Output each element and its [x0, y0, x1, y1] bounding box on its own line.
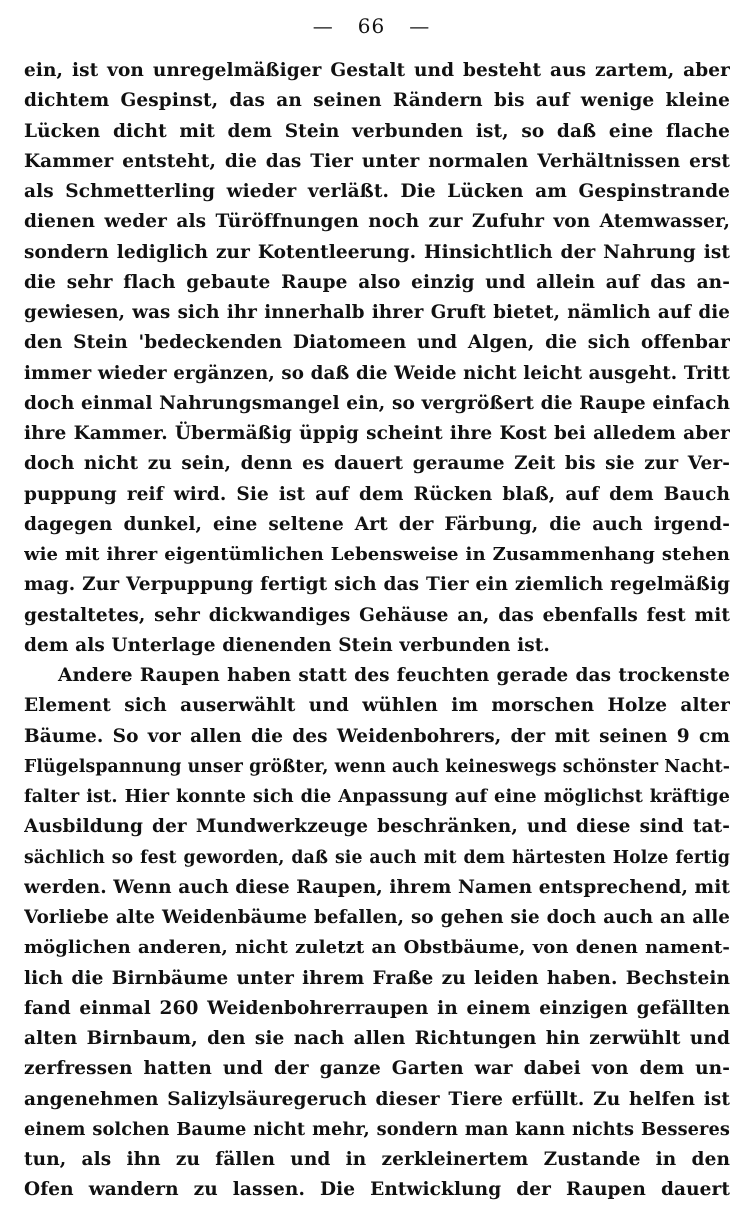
text-line: Ofen wandern zu lassen. Die Entwicklung der Raupen dauert	[24, 1179, 730, 1201]
text-line: gestaltetes, sehr dickwandiges Gehäuse an, das ebenfalls fest mit	[24, 604, 730, 626]
text-line: dagegen dunkel, eine seltene Art der Färbung, die auch irgend-	[24, 513, 730, 535]
text-line: dichtem Gespinst, das an seinen Rändern bis auf wenige kleine	[24, 90, 730, 112]
text-line: Ausbildung der Mundwerkzeuge beschränken, und diese sind tat-	[24, 816, 730, 838]
text-line: fand einmal 260 Weidenbohrerraupen in einem einzigen gefällten	[24, 997, 730, 1019]
text-line: tun, als ihn zu fällen und in zerkleinertem Zustande in den	[24, 1149, 730, 1170]
text-line: dienen weder als Türöffnungen noch zur Zufuhr von Atemwasser,	[24, 211, 730, 233]
body-text	[24, 56, 730, 1206]
text-line: zerfressen hatten und der ganze Garten war dabei von dem un-	[24, 1058, 730, 1080]
text-line: sondern lediglich zur Kotentleerung. Hinsichtlich der Nahrung ist	[24, 241, 730, 263]
text-line: Kammer entsteht, die das Tier unter normalen Verhältnissen erst	[24, 150, 730, 172]
text-line: Lücken dicht mit dem Stein verbunden ist, so daß eine flache	[24, 120, 730, 142]
page-number-dash-left: —	[312, 14, 334, 38]
text-line: angenehmen Salizylsäuregeruch dieser Tiere erfüllt. Zu helfen ist	[24, 1088, 730, 1110]
text-line: Andere Raupen haben statt des feuchten gerade das trockenste	[58, 665, 730, 686]
text-line: mag. Zur Verpuppung fertigt sich das Tier ein ziemlich regelmäßig	[24, 574, 730, 596]
text-line: werden. Wenn auch diese Raupen, ihrem Namen entsprechend, mit	[24, 876, 730, 898]
text-line: möglichen anderen, nicht zuletzt an Obstbäume, von denen nament-	[24, 937, 730, 959]
page-number-dash-right: —	[409, 14, 431, 38]
paragraph-1	[24, 56, 730, 661]
page-number: 66	[357, 14, 386, 38]
page-number-header	[0, 14, 743, 38]
text-line: ihre Kammer. Übermäßig üppig scheint ihre Kost bei alledem aber	[24, 423, 730, 444]
text-line: den Stein 'bedeckenden Diatomeen und Algen, die sich offenbar	[24, 332, 730, 354]
text-line: Vorliebe alte Weidenbäume befallen, so gehen sie doch auch an alle	[24, 907, 730, 928]
text-line: die sehr flach gebaute Raupe also einzig und allein auf das an-	[24, 271, 730, 293]
text-line: falter ist. Hier konnte sich die Anpassung auf eine möglichst kräftige	[24, 786, 730, 807]
text-line: Element sich auserwählt und wühlen im morschen Holze alter	[24, 695, 730, 717]
text-line: Bäume. So vor allen die des Weidenbohrers, der mit seinen 9 cm	[24, 725, 730, 747]
text-line: Flügelspannung unser größter, wenn auch keineswegs schönster Nacht-	[24, 756, 730, 777]
text-line: einem solchen Baume nicht mehr, sondern man kann nichts Besseres	[24, 1118, 730, 1140]
text-line: sächlich so fest geworden, daß sie auch mit dem härtesten Holze fertig	[24, 847, 730, 868]
text-line: dem als Unterlage dienenden Stein verbunden ist.	[24, 634, 550, 656]
text-line: gewiesen, was sich ihr innerhalb ihrer Gruft bietet, nämlich auf die	[24, 302, 730, 323]
text-line: doch einmal Nahrungsmangel ein, so vergrößert die Raupe einfach	[24, 392, 730, 414]
text-line: ein, ist von unregelmäßiger Gestalt und besteht aus zartem, aber	[24, 60, 730, 81]
text-line: doch nicht zu sein, denn es dauert geraume Zeit bis sie zur Ver-	[24, 453, 730, 475]
text-line: puppung reif wird. Sie ist auf dem Rücken blaß, auf dem Bauch	[24, 483, 730, 505]
text-line: wie mit ihrer eigentümlichen Lebensweise in Zusammenhang stehen	[24, 544, 730, 565]
text-line: immer wieder ergänzen, so daß die Weide nicht leicht ausgeht. Tritt	[24, 362, 730, 384]
text-line: lich die Birnbäume unter ihrem Fraße zu leiden haben. Bechstein	[24, 967, 730, 989]
text-line: als Schmetterling wieder verläßt. Die Lücken am Gespinstrande	[24, 181, 730, 202]
text-line: alten Birnbaum, den sie nach allen Richtungen hin zerwühlt und	[24, 1028, 730, 1049]
paragraph-2	[24, 661, 730, 1206]
